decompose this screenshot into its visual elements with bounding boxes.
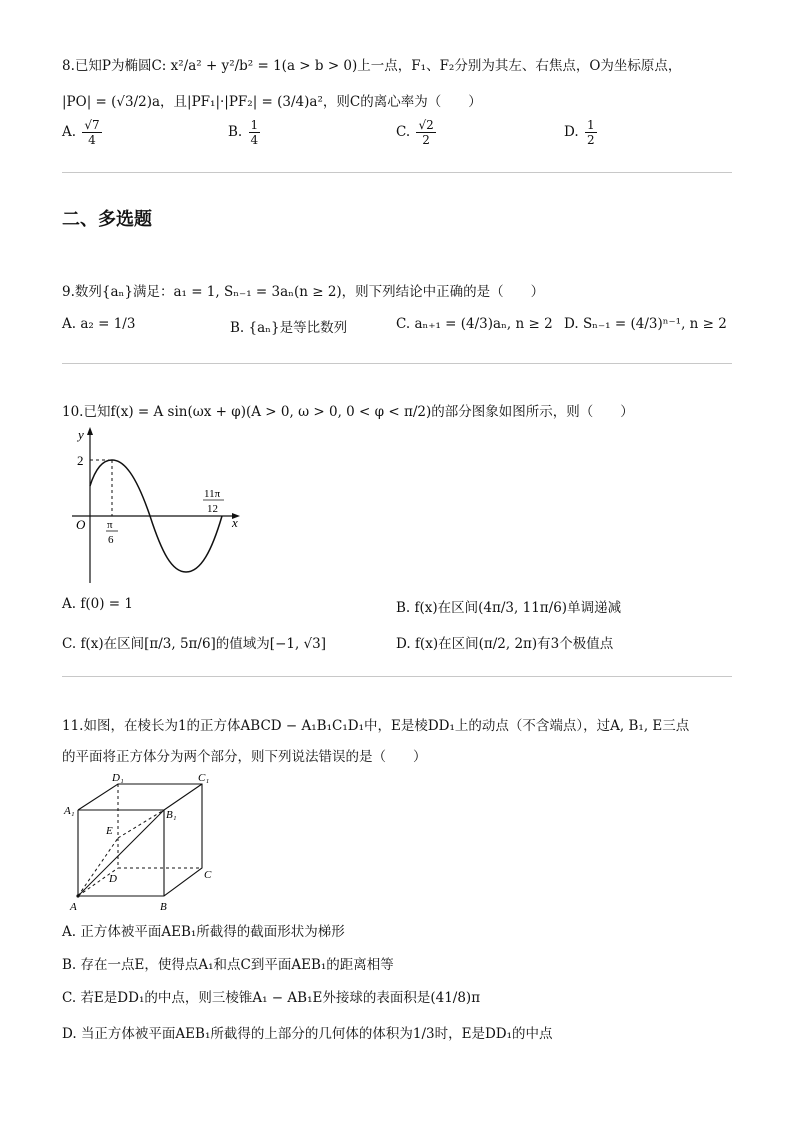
tick-11pi12-den: 12: [207, 503, 218, 515]
x-axis-label: x: [232, 515, 238, 530]
label-A: A: [70, 901, 77, 913]
tick-pi6-den: 6: [108, 534, 114, 546]
label-A1: A₁: [64, 805, 75, 817]
divider: [62, 363, 732, 364]
q10-option-d: D. f(x)在区间(π/2, 2π)有3个极值点: [396, 636, 614, 652]
label-D: D: [109, 873, 117, 885]
cube-figure: [62, 770, 222, 915]
q11-stem-line1: 11.如图，在棱长为1的正方体ABCD − A₁B₁C₁D₁中，E是棱DD₁上的动点（不含端点），过A, B₁, E三点: [62, 718, 690, 734]
q10-stem: 10.已知f(x) = A sin(ωx + φ)(A > 0, ω > 0, 0 < φ < π/2)的部分图象如图所示，则（ ）: [62, 404, 634, 420]
label-B: B: [160, 901, 167, 913]
q8-option-c: C. $\frac{√2}{2}$: [396, 118, 434, 147]
sine-graph: [62, 425, 252, 590]
q10-option-b: B. f(x)在区间(4π/3, 11π/6)单调递减: [396, 600, 622, 616]
origin-label: O: [76, 517, 86, 532]
q9-option-c: C. aₙ₊₁ = (4/3)aₙ, n ≥ 2: [396, 316, 553, 332]
q9-option-a: A. a₂ = 1/3: [62, 316, 136, 332]
label-E: E: [106, 825, 113, 837]
q10-option-c: C. f(x)在区间[π/3, 5π/6]的值域为[−1, √3]: [62, 636, 327, 652]
label-C1: C₁: [198, 772, 210, 784]
q11-stem-line2: 的平面将正方体分为两个部分，则下列说法错误的是（ ）: [62, 749, 427, 765]
label-B1: B₁: [166, 809, 177, 821]
q8-stem-line2: |PO| = (√3/2)a，且|PF₁|·|PF₂| = (3/4)a²，则C的离心率为（ ）: [62, 94, 482, 110]
q11-option-b: B. 存在一点E，使得点A₁和点C到平面AEB₁的距离相等: [62, 957, 394, 973]
label-C: C: [204, 869, 212, 881]
peak-label: 2: [77, 453, 84, 468]
q11-option-c: C. 若E是DD₁的中点，则三棱锥A₁ − AB₁E外接球的表面积是(41/8)π: [62, 990, 481, 1006]
tick-pi6-num: π: [107, 519, 113, 531]
q8-stem-line1: 8.已知P为椭圆C: x²/a² + y²/b² = 1(a > b > 0)上一点，F₁、F₂分别为其左、右焦点，O为坐标原点，: [62, 58, 682, 74]
q9-option-b: B. {aₙ}是等比数列: [230, 320, 348, 336]
q10-option-a: A. f(0) = 1: [62, 596, 133, 612]
divider: [62, 676, 732, 677]
q9-stem: 9.数列{aₙ}满足：a₁ = 1, Sₙ₋₁ = 3aₙ(n ≥ 2)，则下列结论中正确的是（ ）: [62, 284, 545, 300]
q11-option-d: D. 当正方体被平面AEB₁所截得的上部分的几何体的体积为1/3时，E是DD₁的中点: [62, 1026, 553, 1042]
q8-option-d: D. $\frac{1}{2}$: [564, 118, 595, 147]
q11-option-a: A. 正方体被平面AEB₁所截得的截面形状为梯形: [62, 924, 345, 940]
q9-option-d: D. Sₙ₋₁ = (4/3)ⁿ⁻¹, n ≥ 2: [564, 316, 727, 332]
q8-option-a: A. $\frac{√7}{4}$: [62, 118, 100, 147]
section-title: 二、多选题: [62, 209, 152, 230]
tick-11pi12-num: 11π: [204, 488, 221, 500]
y-axis-label: y: [78, 427, 84, 442]
q8-option-b: B. $\frac{1}{4}$: [228, 118, 259, 147]
label-D1: D₁: [112, 772, 124, 784]
divider: [62, 172, 732, 173]
